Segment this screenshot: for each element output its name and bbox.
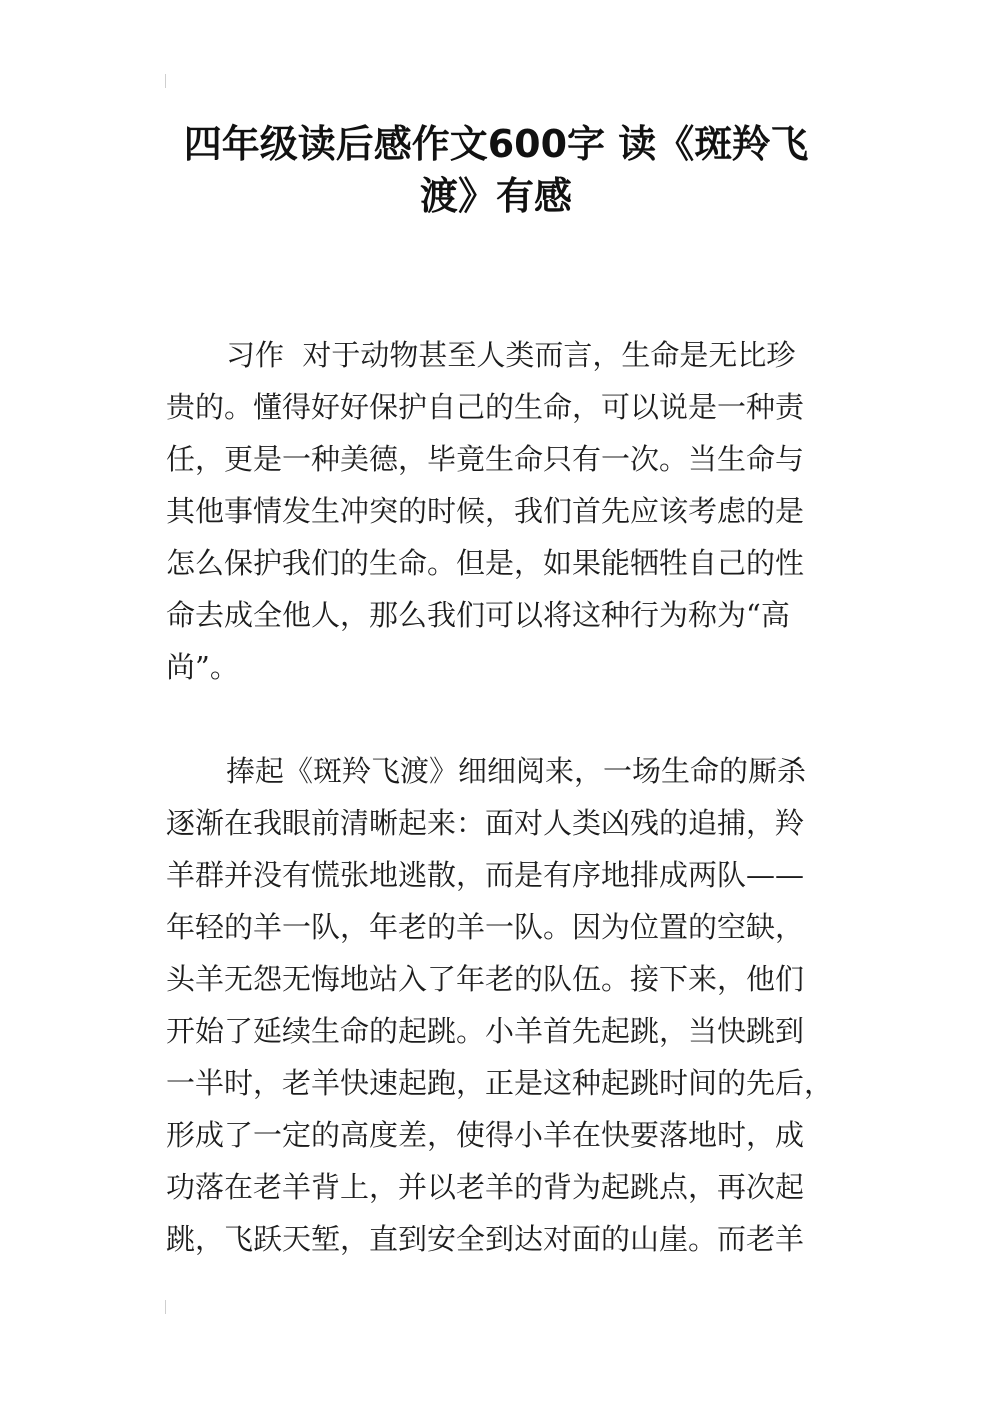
page-corner-mark-top (165, 74, 166, 88)
document-title (160, 118, 832, 222)
page-corner-mark-bottom (165, 1300, 166, 1314)
title-line-2: 渡》有感 (419, 174, 572, 218)
document-page: 四年级读后感作文600字 读《斑羚飞 渡》有感 习作 对于动物甚至人类而言，生命是无比珍 贵的。懂得好好保护自己的生命，可以说是一种责 任，更是一种美德，毕竟生命只有一次。当生命与 其他事情发生冲突的时候，我们首先应该考虑的是 怎么保护我们的生命。但是，如果能牺牲自己的性 命去成全他人，那么我们可以将这种行为称为“高 尚”。 捧起《斑羚飞渡》细细阅来，一场生命的厮杀 逐渐在我眼前清晰起来：面对人类凶残的追捕，羚 羊群并没有慌张地逃散，而是有序地排成两队—— 年轻的羊一队，年老的羊一队。因为位置的空缺， 头羊无怨无悔地站入了年老的队伍。接下来，他们 开始了延续生命的起跳。小羊首先起跳，当快跳到 一半时，老羊快速起跑，正是这种起跳时间的先后， 形成了一定的高度差，使得小羊在快要落地时，成 功落在老羊背上，并以老羊的背为起跳点，再次起 跳，飞跃天堑，直到安全到达对面的山崖。而老羊 (0, 0, 992, 1403)
title-line-1: 四年级读后感作文600字 读《斑羚飞 (183, 122, 809, 166)
